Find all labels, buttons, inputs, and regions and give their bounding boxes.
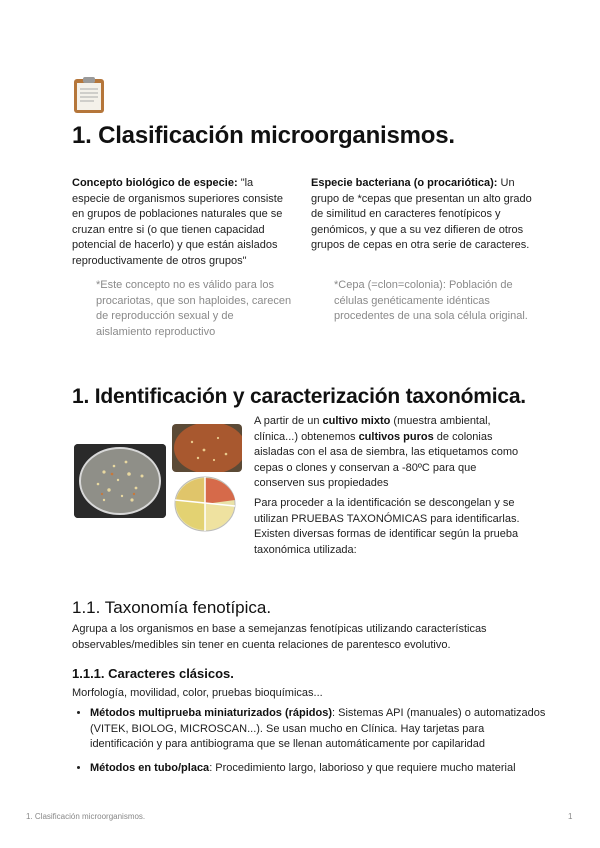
streak-plate-image bbox=[174, 476, 236, 532]
ident-text-e: de colonias aisladas con el asa de siembra, las etiquetamos como cepas o clones y conservan a -80ºC para que conserven sus propiedades bbox=[254, 430, 519, 489]
species-concept-paragraph bbox=[72, 176, 294, 269]
identification-paragraph-1 bbox=[254, 414, 530, 492]
culture-plate-image bbox=[172, 424, 242, 472]
species-concept-note: *Este concepto no es válido para los procariotas, que son haploides, carecen de reproducción sexual y de aislamiento reproductivo bbox=[96, 279, 292, 338]
ident-text-a: A partir de un bbox=[254, 415, 323, 427]
page-title: 1. Clasificación microorganismos. bbox=[72, 122, 455, 149]
list-item bbox=[90, 706, 550, 753]
species-concept-term: Concepto biológico de especie: bbox=[72, 177, 238, 189]
bacterial-species-def: Un grupo de *cepas que presentan un alto grado de similitud en caracteres fenotípicos y genómicos, y que a su vez difieren de otros grupos de cepas en otra serie de caracteres. bbox=[311, 177, 532, 251]
clipboard-icon bbox=[72, 76, 106, 114]
bacterial-species-term: Especie bacteriana (o procariótica): bbox=[311, 177, 498, 189]
petri-dish-colonies-image bbox=[74, 444, 166, 518]
section-title-classic: 1.1.1. Caracteres clásicos. bbox=[72, 666, 234, 681]
tube-plate-term: Métodos en tubo/placa bbox=[90, 761, 210, 774]
classic-paragraph: Morfología, movilidad, color, pruebas bioquímicas... bbox=[72, 687, 323, 699]
identification-paragraph-2: Para proceder a la identificación se descongelan y se utilizan PRUEBAS TAXONÓMICAS para identificarlas. Existen diversas formas de identificar según la prueba taxonómica utilizada: bbox=[254, 497, 520, 556]
tube-plate-text: : Procedimiento largo, laborioso y que requiere mucho material bbox=[209, 761, 516, 774]
list-item bbox=[90, 761, 550, 777]
multitest-text: : Sistemas API (manuales) o automatizados (VITEK, BIOLOG, MICROSCAN...). Se usan mucho en Clínica. Hay tarjetas para identificación y para antibiograma que se llenan automáticamente por capilaridad bbox=[90, 707, 546, 750]
mixed-culture-term: cultivo mixto bbox=[322, 415, 391, 427]
section-title-identification: 1. Identificación y caracterización taxonómica. bbox=[72, 385, 526, 408]
section-title-phenotypic: 1.1. Taxonomía fenotípica. bbox=[72, 598, 272, 617]
bacterial-species-paragraph bbox=[311, 176, 533, 254]
footer-title: 1. Clasificación microorganismos. bbox=[26, 812, 146, 821]
multitest-term: Métodos multiprueba miniaturizados (rápidos) bbox=[90, 707, 333, 719]
phenotypic-paragraph: Agrupa a los organismos en base a semejanzas fenotípicas utilizando características observables/medibles sin tener en cuenta relaciones de parentesco evolutivo. bbox=[72, 623, 487, 651]
strain-note: *Cepa (=clon=colonia): Población de células genéticamente idénticas procedentes de una sola célula original. bbox=[334, 279, 528, 322]
ident-text-c: (muestra ambiental, clínica...) obtenemos bbox=[254, 415, 491, 443]
page-number: 1 bbox=[568, 812, 573, 821]
pure-culture-term: cultivos puros bbox=[358, 430, 434, 443]
species-concept-def: "la especie de organismos superiores consiste en grupos de poblaciones naturales que se cruzan entre si (o que tienen capacidad potencial de hacerlo) y que están aislados reproductivamente de otros grupos" bbox=[72, 177, 283, 267]
methods-list bbox=[72, 706, 550, 784]
